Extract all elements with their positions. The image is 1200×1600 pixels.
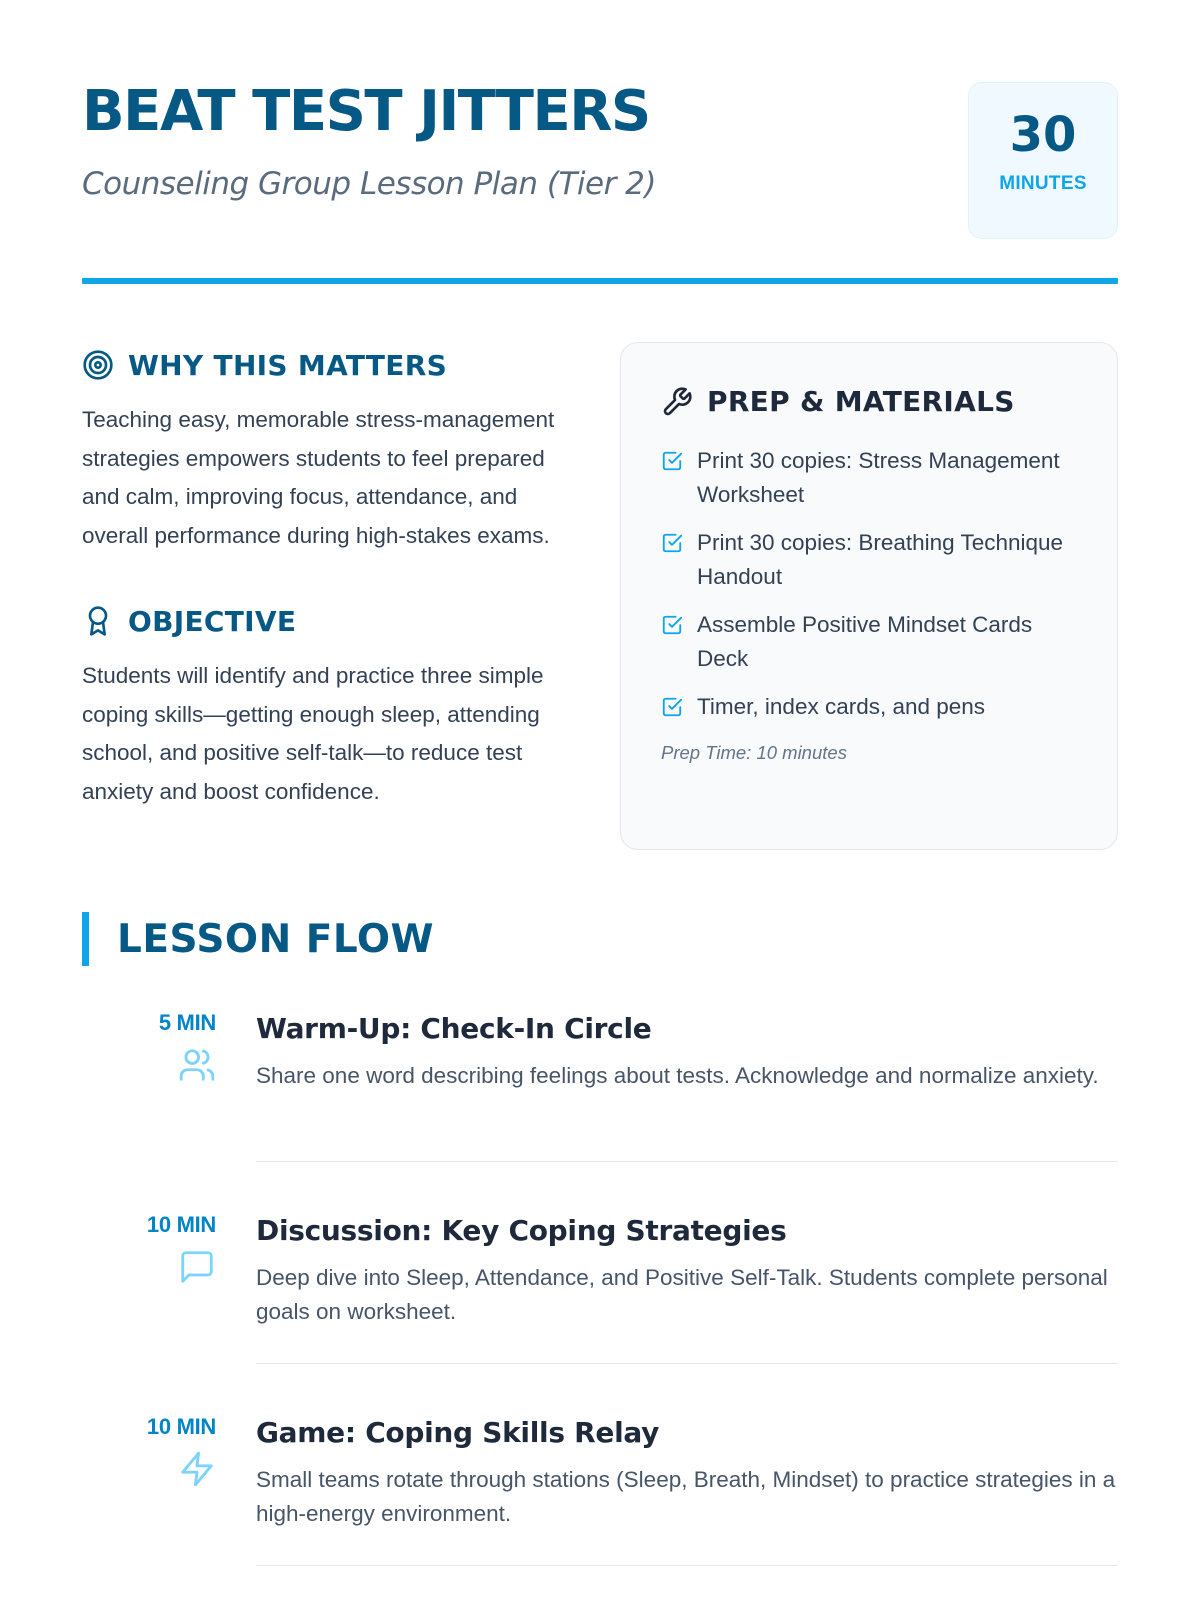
header-divider bbox=[82, 278, 1118, 284]
step-divider bbox=[256, 1565, 1118, 1566]
users-icon bbox=[178, 1046, 216, 1084]
materials-item bbox=[661, 608, 1077, 676]
objective-heading-row bbox=[82, 601, 582, 641]
lesson-step bbox=[82, 1414, 1118, 1600]
page-subtitle: Counseling Group Lesson Plan (Tier 2) bbox=[82, 166, 656, 202]
step-content bbox=[256, 1012, 1118, 1093]
step-time: 10 MIN bbox=[146, 1212, 216, 1237]
duration-badge bbox=[968, 82, 1118, 239]
chat-icon bbox=[178, 1248, 216, 1286]
step-time: 10 MIN bbox=[146, 1414, 216, 1439]
overview-section bbox=[82, 285, 1118, 875]
materials-card bbox=[620, 342, 1118, 850]
materials-item-text: Print 30 copies: Breathing Technique Handout bbox=[697, 530, 1064, 589]
checkbox-icon bbox=[661, 532, 683, 554]
step-title: Warm-Up: Check-In Circle bbox=[256, 1012, 652, 1045]
lightning-icon bbox=[178, 1450, 216, 1488]
step-meta bbox=[82, 1212, 216, 1291]
lesson-step bbox=[82, 1010, 1118, 1212]
step-description: Share one word describing feelings about tests. Acknowledge and normalize anxiety. bbox=[256, 1063, 1099, 1088]
materials-heading: PREP & MATERIALS bbox=[707, 385, 1015, 418]
lesson-steps bbox=[82, 1010, 1118, 1600]
duration-unit: MINUTES bbox=[999, 173, 1087, 194]
materials-item bbox=[661, 690, 1077, 724]
target-icon bbox=[82, 349, 114, 381]
step-description: Deep dive into Sleep, Attendance, and Positive Self-Talk. Students complete personal goals on worksheet. bbox=[256, 1265, 1108, 1324]
step-meta bbox=[82, 1010, 216, 1089]
step-meta bbox=[82, 1414, 216, 1493]
lesson-flow-heading-row bbox=[82, 912, 434, 966]
wrench-icon bbox=[661, 386, 693, 418]
page-title: BEAT TEST JITTERS bbox=[82, 79, 650, 144]
materials-item bbox=[661, 444, 1077, 512]
duration-value: 30 bbox=[1009, 107, 1077, 163]
why-body: Teaching easy, memorable stress-management strategies empowers students to feel prepared and calm, improving focus, attendance, and overall performance during high-stakes exams. bbox=[82, 407, 555, 548]
materials-list bbox=[661, 444, 1077, 724]
prep-time: Prep Time: 10 minutes bbox=[661, 742, 847, 763]
materials-heading-row bbox=[661, 385, 1077, 418]
award-icon bbox=[82, 605, 114, 637]
lesson-flow-heading: LESSON FLOW bbox=[117, 916, 435, 962]
materials-item-text: Timer, index cards, and pens bbox=[697, 694, 986, 719]
lesson-step bbox=[82, 1212, 1118, 1414]
checkbox-icon bbox=[661, 696, 683, 718]
materials-item bbox=[661, 526, 1077, 594]
step-divider bbox=[256, 1161, 1118, 1162]
step-divider bbox=[256, 1363, 1118, 1364]
step-content bbox=[256, 1214, 1118, 1329]
step-title: Discussion: Key Coping Strategies bbox=[256, 1214, 787, 1247]
materials-item-text: Print 30 copies: Stress Management Worksheet bbox=[697, 448, 1060, 507]
step-content bbox=[256, 1416, 1118, 1531]
checkbox-icon bbox=[661, 614, 683, 636]
header bbox=[82, 0, 1118, 285]
materials-item-text: Assemble Positive Mindset Cards Deck bbox=[697, 612, 1033, 671]
objective-body: Students will identify and practice three simple coping skills—getting enough sleep, attending school, and positive self-talk—to reduce test anxiety and boost confidence. bbox=[82, 663, 544, 804]
objective-heading: OBJECTIVE bbox=[128, 604, 297, 638]
step-time: 5 MIN bbox=[158, 1010, 216, 1035]
left-column bbox=[82, 345, 582, 811]
step-title: Game: Coping Skills Relay bbox=[256, 1416, 660, 1449]
why-heading: WHY THIS MATTERS bbox=[128, 348, 448, 382]
why-heading-row bbox=[82, 345, 582, 385]
step-description: Small teams rotate through stations (Sleep, Breath, Mindset) to practice strategies in a high-energy environment. bbox=[256, 1467, 1116, 1526]
checkbox-icon bbox=[661, 450, 683, 472]
